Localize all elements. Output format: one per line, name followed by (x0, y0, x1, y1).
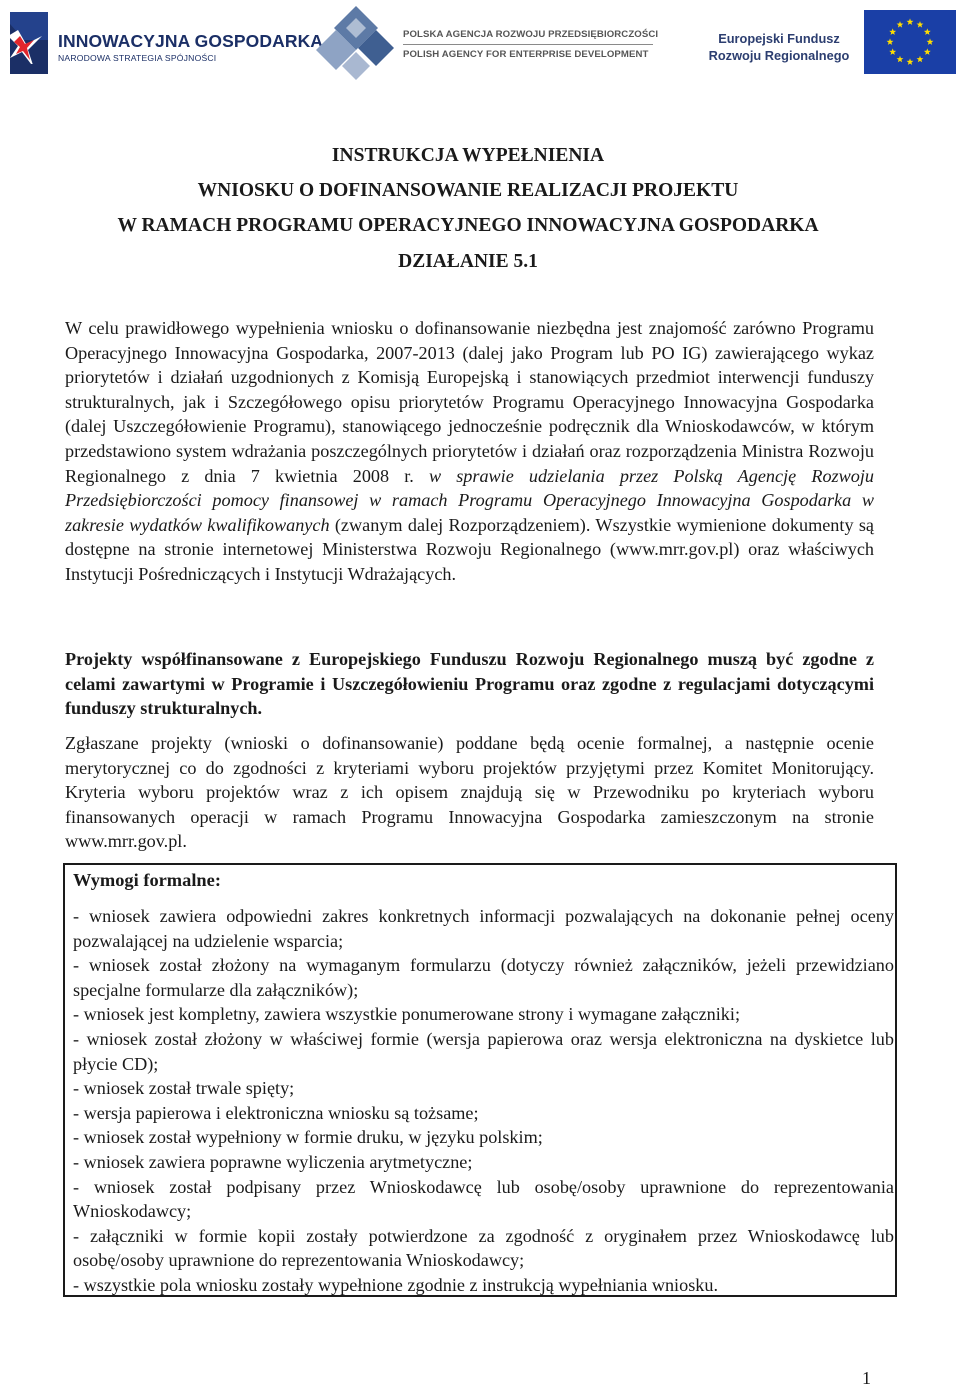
bold-compliance-paragraph: Projekty współfinansowane z Europejskiego Funduszu Rozwoju Regionalnego muszą być zgodne z celami zawartymi w Programie i Uszczegółowieniu Programu oraz zgodne z regulacjami dotyczącymi funduszy strukturalnych. (65, 649, 874, 719)
ig-logo-name: INNOWACYJNA GOSPODARKA (58, 31, 324, 51)
intro-paragraph (65, 316, 874, 587)
eu-fund-logo (700, 10, 960, 82)
requirements-list (73, 904, 894, 1298)
list-item: - wniosek został złożony na wymaganym formularzu (dotyczy również załączników, jeżeli przewidziano specjalne formularze dla załączników); (73, 955, 894, 1000)
parp-diamond-icon (316, 4, 396, 82)
ig-logo-subtitle: NARODOWA STRATEGIA SPÓJNOŚCI (58, 53, 217, 63)
list-item: - wniosek został podpisany przez Wnioskodawcę lub osobę/osoby uprawnione do reprezentowania Wnioskodawcy; (73, 1176, 894, 1222)
intro-regulation-title: w sprawie udzielania przez Polską Agencję Rozwoju Przedsiębiorczości pomocy finansowej w ramach Programu Operacyjnego Innowacyjna Gospodarka w zakresie wydatków kwalifikowanych (65, 465, 874, 535)
parp-name-pl: POLSKA AGENCJA ROZWOJU PRZEDSIĘBIORCZOŚCI (403, 29, 659, 40)
title-line: WNIOSKU O DOFINANSOWANIE REALIZACJI PROJEKTU (197, 180, 739, 202)
title-line: INSTRUKCJA WYPEŁNIENIA (331, 145, 605, 166)
intro-text-part1: W celu prawidłowego wypełnienia wniosku o dofinansowanie niezbędna jest znajomość zarówno Programu Operacyjnego Innowacyjna Gospodarka, 2007-2013 (dalej jako Program lub PO IG) zawierającego wykaz priorytetów i działań uzgodnionych z Komisją Europejską i stanowiących przedmiot interwencji funduszy strukturalnych, jak i Szczegółowego opisu priorytetów Programu Operacyjnego Innowacyjna Gospodarka (dalej Uszczegółowienie Programu), stanowiącego jednocześnie podręcznik dla Wnioskodawców, w którym przedstawiono system wdrażania poszczególnych priorytetów i działań oraz rozporządzenia Ministra Rozwoju Regionalnego z dnia 7 kwietnia 2008 r. (65, 318, 874, 486)
list-item: - wniosek zawiera odpowiedni zakres konkretnych informacji pozwalających na dokonanie pełnej oceny pozwalającej na udzielenie wsparcia; (73, 906, 894, 951)
list-item: - wniosek został wypełniony w formie druku, w języku polskim; (73, 1127, 543, 1148)
innowacyjna-gospodarka-logo (6, 10, 324, 76)
page-number: 1 (862, 1368, 871, 1388)
list-item: - wniosek został złożony w właściwej formie (wersja papierowa oraz wersja elektroniczna na dyskietce lub płycie CD); (73, 1028, 894, 1074)
document-title (0, 138, 936, 279)
eu-fund-name-line1: Europejski Fundusz (718, 31, 840, 46)
formal-requirements-box (63, 863, 897, 1297)
list-item: - załączniki w formie kopii zostały potwierdzone za zgodność z oryginałem przez Wnioskodawcę lub osobę/osoby uprawnione do reprezentowania Wnioskodawcy; (73, 1225, 894, 1271)
ig-emblem-icon (6, 10, 56, 76)
evaluation-paragraph: Zgłaszane projekty (wnioski o dofinansowanie) poddane będą ocenie formalnej, a następnie ocenie merytorycznej co do zgodności z kryteriami wyboru projektów przyjętymi przez Komitet Monitorujący. Kryteria wyboru projektów wraz z ich opisem znajdują się w Przewodniku po kryteriach wyboru finansowanych operacji w ramach Programu Innowacyjna Gospodarka zamieszczonym na stronie www.mrr.gov.pl. (65, 733, 874, 852)
list-item: - wniosek jest kompletny, zawiera wszystkie ponumerowane strony i wymagane załączniki; (73, 1004, 741, 1025)
title-line: DZIAŁANIE 5.1 (398, 250, 538, 272)
title-line: W RAMACH PROGRAMU OPERACYJNEGO INNOWACYJNA GOSPODARKA (117, 215, 819, 237)
eu-flag-icon (864, 10, 956, 74)
requirements-title: Wymogi formalne: (73, 870, 221, 890)
eu-fund-name (700, 30, 858, 64)
parp-logo (316, 4, 666, 82)
parp-name-en: POLISH AGENCY FOR ENTERPRISE DEVELOPMENT (403, 49, 649, 60)
list-item: - wszystkie pola wniosku zostały wypełnione zgodnie z instrukcją wypełniania wniosku. (73, 1274, 719, 1295)
parp-divider (403, 44, 653, 45)
list-item: - wniosek zawiera poprawne wyliczenia arytmetyczne; (73, 1151, 473, 1172)
list-item: - wniosek został trwale spięty; (73, 1078, 295, 1099)
logo-header (0, 0, 960, 90)
list-item: - wersja papierowa i elektroniczna wniosku są tożsame; (73, 1102, 479, 1123)
intro-text-part2: (zwanym dalej Rozporządzeniem). Wszystkie wymienione dokumenty są dostępne na stronie internetowej Ministerstwa Rozwoju Regionalnego (www.mrr.gov.pl) oraz właściwych Instytucji Pośredniczących i Instytucji Wdrażających. (65, 514, 875, 584)
eu-fund-name-line2: Rozwoju Regionalnego (708, 48, 850, 63)
